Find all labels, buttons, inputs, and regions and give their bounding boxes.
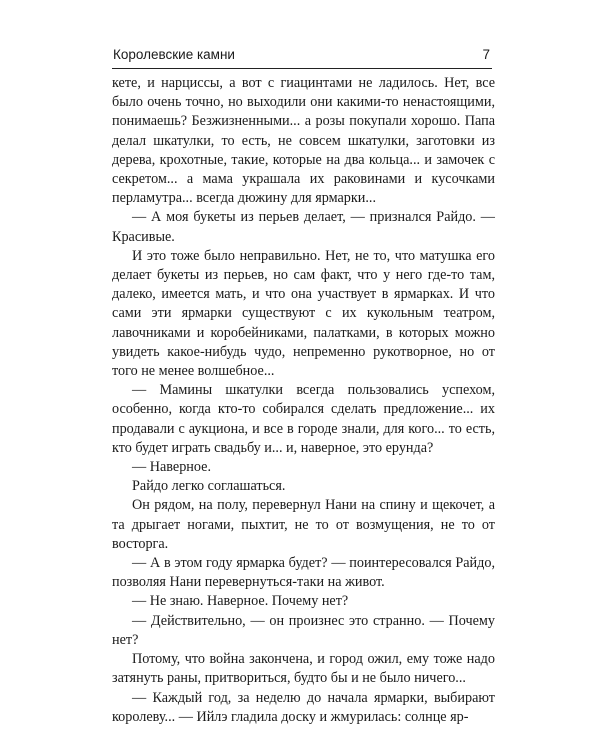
body-text (112, 74, 495, 727)
running-header (112, 44, 492, 69)
paragraph: — Наверное. (132, 459, 211, 476)
paragraph: Он рядом, на полу, перевернул Нани на спину и щекочет, а та дрыгает ногами, пыхтит, не то от возмущения, не то от восторга. (112, 497, 495, 552)
paragraph: — Мамины шкатулки всегда пользовались успехом, особенно, когда кто-то собирался сделать предложение... их продавали с аукциона, и все в городе знали, для кого... то есть, кто будет играть свадьбу и... и, наверное, это ерунда? (112, 382, 495, 456)
paragraph: Потому, что война закончена, и город ожил, ему тоже надо затянуть раны, притвориться, будто бы и не было ничего... (112, 651, 495, 687)
paragraph: Райдо легко соглашаться. (132, 478, 286, 495)
page-number: 7 (482, 47, 490, 62)
book-title: Королевские камни (113, 47, 235, 62)
paragraph: И это тоже было неправильно. Нет, не то, что матушка его делает букеты из перьев, но сам факт, что у него где-то там, далеко, имеется мать, и что она участвует в ярмарках. И что сами эти ярмарки существуют с их кукольным театром, лавочниками и коробейниками, палатками, в которых можно увидеть какое-нибудь чудо, непременно рукотворное, но от того не менее волшебное... (112, 247, 495, 380)
paragraph: — Каждый год, за неделю до начала ярмарки, выбирают королеву... — Ийлэ гладила доску и жмурилась: солнце яр- (112, 689, 495, 725)
paragraph: — А в этом году ярмарка будет? — поинтересовался Райдо, позволяя Нани перевернуться-таки на живот. (112, 555, 495, 591)
paragraph: — Не знаю. Наверное. Почему нет? (132, 593, 349, 610)
paragraph: — А моя букеты из перьев делает, — признался Райдо. — Красивые. (112, 209, 495, 245)
paragraph: — Действительно, — он произнес это странно. — Почему нет? (112, 612, 495, 648)
paragraph: кете, и нарциссы, а вот с гиацинтами не ладилось. Нет, все было очень точно, но выходили они какими-то ненастоящими, понимаешь? Безжизненными... а розы покупали хорошо. Папа делал шкатулки, то есть, не совсем шкатулки, заготовки из дерева, крохотные, такие, которые на два кольца... и замочек с секретом... а мама украшала их раковинами и кусочками перламутра... всегда дюжину для ярмарки... (112, 75, 495, 207)
